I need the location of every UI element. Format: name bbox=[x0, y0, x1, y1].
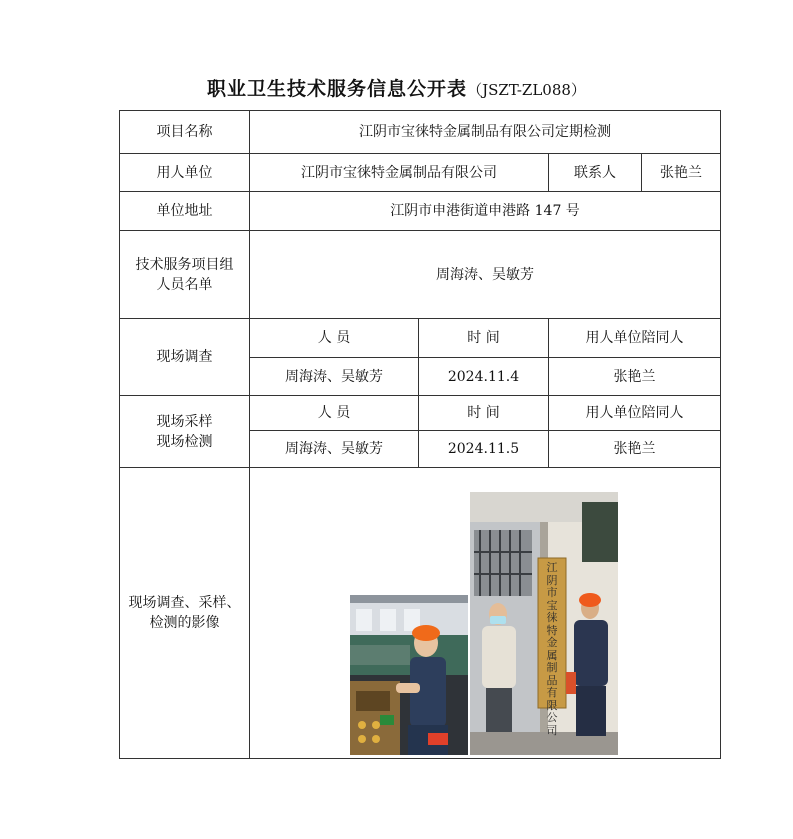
team-label-line1: 技术服务项目组 bbox=[135, 256, 234, 273]
sampling-people: 周海涛、吴敏芳 bbox=[250, 431, 419, 468]
contact-value: 张艳兰 bbox=[642, 154, 721, 192]
company-sign-photo bbox=[470, 492, 618, 755]
project-name-value: 江阴市宝徕特金属制品有限公司定期检测 bbox=[250, 111, 721, 154]
sampling-col-time: 时 间 bbox=[419, 396, 549, 431]
row-employer bbox=[120, 154, 721, 192]
sampling-label-line2: 现场检测 bbox=[156, 433, 213, 450]
info-table bbox=[119, 110, 721, 759]
page-title bbox=[0, 74, 793, 101]
row-address bbox=[120, 192, 721, 231]
row-survey-header bbox=[120, 319, 721, 358]
survey-people: 周海涛、吴敏芳 bbox=[250, 358, 419, 396]
address-value: 江阴市申港街道申港路 147 号 bbox=[250, 192, 721, 231]
row-team bbox=[120, 231, 721, 319]
row-project-name bbox=[120, 111, 721, 154]
company-sign-text: 江阴市宝徕特金属制品有限公司 bbox=[546, 561, 558, 737]
team-label bbox=[120, 231, 250, 319]
workshop-photo bbox=[350, 595, 468, 755]
address-label: 单位地址 bbox=[120, 192, 250, 231]
images-label-line2: 检测的影像 bbox=[149, 615, 220, 631]
images-label-line1: 现场调查、采样、 bbox=[128, 595, 241, 611]
workshop-scene bbox=[350, 595, 468, 755]
survey-label: 现场调查 bbox=[120, 319, 250, 396]
employer-value: 江阴市宝徕特金属制品有限公司 bbox=[250, 154, 549, 192]
sampling-col-escort: 用人单位陪同人 bbox=[549, 396, 721, 431]
survey-col-people: 人 员 bbox=[250, 319, 419, 358]
title-main: 职业卫生技术服务信息公开表 bbox=[207, 78, 468, 100]
team-value: 周海涛、吴敏芳 bbox=[250, 231, 721, 319]
sampling-time: 2024.11.5 bbox=[419, 431, 549, 468]
row-sampling-header bbox=[120, 396, 721, 431]
images-label bbox=[120, 468, 250, 759]
title-code: （JSZT-ZL088） bbox=[467, 81, 586, 99]
project-name-label: 项目名称 bbox=[120, 111, 250, 154]
images-cell bbox=[250, 468, 721, 759]
sampling-escort: 张艳兰 bbox=[549, 431, 721, 468]
sampling-label bbox=[120, 396, 250, 468]
contact-label: 联系人 bbox=[549, 154, 642, 192]
survey-col-escort: 用人单位陪同人 bbox=[549, 319, 721, 358]
survey-escort: 张艳兰 bbox=[549, 358, 721, 396]
sampling-label-line1: 现场采样 bbox=[156, 413, 213, 430]
photo-area bbox=[250, 468, 719, 758]
sampling-col-people: 人 员 bbox=[250, 396, 419, 431]
survey-time: 2024.11.4 bbox=[419, 358, 549, 396]
employer-label: 用人单位 bbox=[120, 154, 250, 192]
row-images bbox=[120, 468, 721, 759]
survey-col-time: 时 间 bbox=[419, 319, 549, 358]
team-label-line2: 人员名单 bbox=[156, 276, 213, 293]
